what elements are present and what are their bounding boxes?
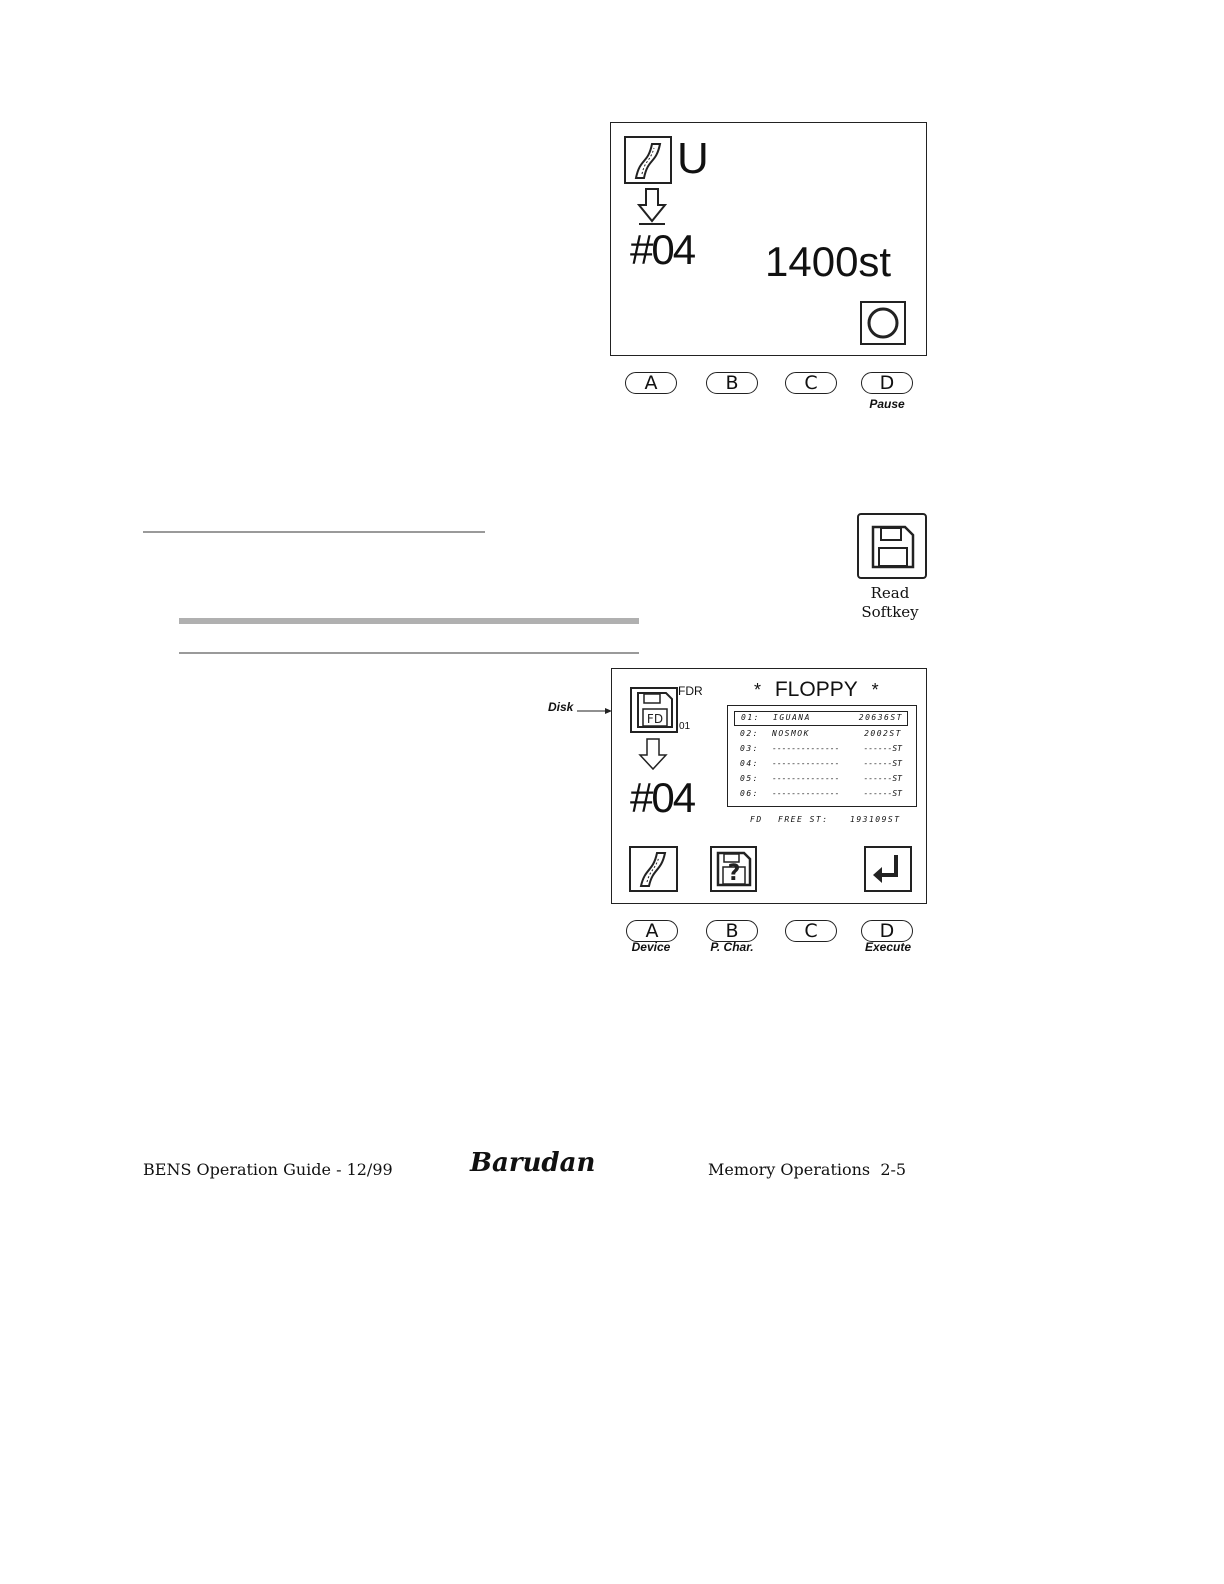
softkey-a[interactable]: A [626,920,678,942]
free-label: FREE ST: [778,815,829,824]
file-name: -------------- [772,759,840,768]
file-list [727,705,917,807]
softkey-c[interactable]: C [785,372,837,394]
read-softkey-caption-1: Read [870,584,910,602]
file-num: 01: [741,713,760,722]
softkey-d-label: Pause [869,397,905,411]
pattern-number: #04 [630,226,695,273]
device-label: FDR [678,684,703,698]
file-name: IGUANA [773,713,811,722]
file-list-row[interactable] [734,788,906,801]
file-stitches: ------ST [863,744,902,753]
indicator-letter: U [677,134,709,183]
file-list-row[interactable] [734,728,906,741]
file-list-row[interactable] [734,773,906,786]
title-star-right: * [871,680,879,700]
pause-circle-icon[interactable] [860,301,906,345]
disk-annotation-arrow [577,703,613,713]
file-stitches: ------ST [863,774,902,783]
heading-rule-thin [179,652,639,654]
softkey-d-label: Execute [864,940,912,954]
file-name: -------------- [772,774,840,783]
title-text: FLOPPY [774,678,858,701]
file-num: 05: [740,774,759,783]
softkey-b[interactable]: B [706,920,758,942]
stitch-count: 1400st [765,238,892,285]
file-num: 06: [740,789,759,798]
section-rule [143,531,485,533]
lcd-screen-sewing [610,122,927,356]
file-stitches: ------ST [863,789,902,798]
softkey-c[interactable]: C [785,920,837,942]
svg-text:FD: FD [646,712,664,726]
down-arrow-icon [638,737,668,771]
file-list-row[interactable] [734,711,908,726]
svg-text:?: ? [727,861,741,886]
file-num: 04: [740,759,759,768]
softkey-d[interactable]: D [861,372,913,394]
device-number: 01 [679,721,691,732]
pattern-number: #04 [630,774,695,821]
softkey-d[interactable]: D [861,920,913,942]
pattern-device-icon[interactable] [629,846,678,892]
heading-rule-thick [179,618,639,624]
file-num: 02: [740,729,759,738]
read-softkey-button[interactable] [857,513,927,579]
footer-right: Memory Operations 2-5 [708,1160,907,1179]
file-list-row[interactable] [734,743,906,756]
floppy-disk-icon [859,515,925,577]
softkey-a-label: Device [631,940,671,954]
softkey-b[interactable]: B [706,372,758,394]
file-name: -------------- [772,744,840,753]
title-star-left: * [754,680,762,700]
lcd-screen-floppy [611,668,927,904]
file-num: 03: [740,744,759,753]
footer-logo: Barudan [470,1148,596,1178]
down-arrow-icon [637,187,667,225]
file-name: NOSMOK [772,729,810,738]
file-name: -------------- [772,789,840,798]
floppy-device-icon [630,687,678,733]
floppy-title [754,678,879,702]
file-stitches: ------ST [863,759,902,768]
softkey-a[interactable]: A [625,372,677,394]
footer-left: BENS Operation Guide - 12/99 [143,1160,393,1179]
softkey-b-label: P. Char. [710,940,754,954]
enter-icon[interactable] [864,846,912,892]
read-softkey-caption-2: Softkey [861,603,919,621]
file-stitches: 2002ST [864,729,902,738]
disk-annotation: Disk [548,700,574,714]
free-value: 193109ST [850,815,901,824]
floppy-question-icon[interactable] [710,846,757,892]
file-stitches: 20636ST [858,713,903,722]
file-list-row[interactable] [734,758,906,771]
pattern-icon [624,136,672,184]
free-device-label: FD [750,815,763,824]
